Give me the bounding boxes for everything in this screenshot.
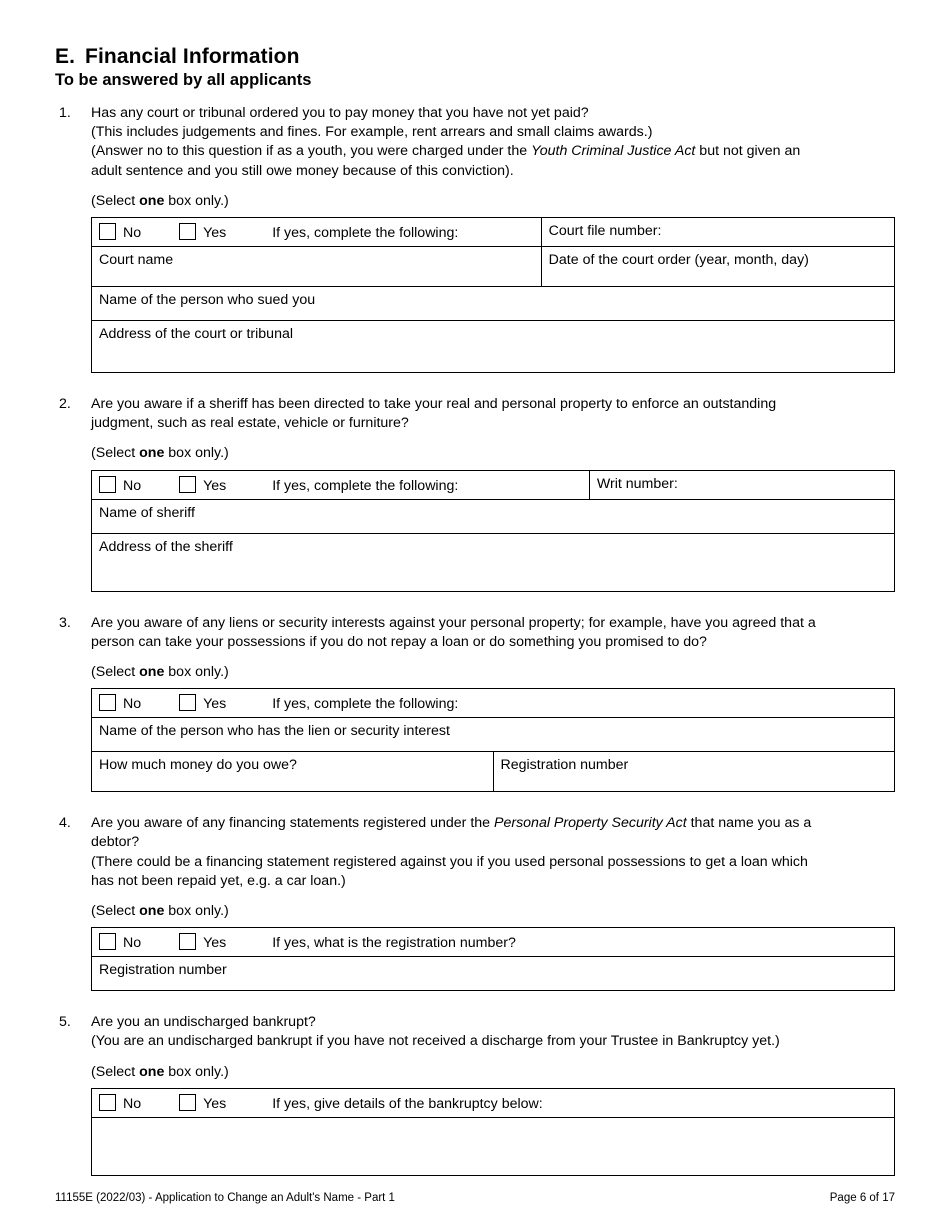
yes-label: Yes [203, 935, 227, 952]
question-1-body [91, 104, 895, 373]
table-row [92, 470, 895, 499]
select-note-bold: one [139, 192, 165, 209]
question-2-line-2: judgment, such as real estate, vehicle or furniture? [91, 415, 409, 432]
question-4-statute-name: Personal Property Security Act [494, 815, 687, 832]
table-row [92, 928, 895, 957]
select-note-post: box only.) [164, 1063, 229, 1080]
question-4-ifyes-text: If yes, what is the registration number? [272, 935, 516, 952]
select-note-pre: (Select [91, 445, 140, 462]
checkbox-icon[interactable] [179, 1094, 196, 1111]
table-row [92, 957, 895, 991]
question-1-line-2: (This includes judgements and fines. For example, rent arrears and small claims awards.) [91, 124, 653, 141]
question-2-table [91, 470, 895, 592]
select-note-post: box only.) [164, 903, 229, 920]
table-row [92, 247, 895, 287]
question-1-line-3 [91, 142, 895, 161]
question-5-details-field[interactable] [92, 1117, 895, 1175]
question-5-select-note [91, 1063, 895, 1082]
question-4-table [91, 927, 895, 991]
select-note-post: box only.) [164, 192, 229, 209]
question-1-court-name-field[interactable] [92, 247, 542, 287]
section-letter: E. [55, 45, 76, 68]
question-1-select-note [91, 192, 895, 211]
no-label: No [123, 225, 142, 242]
question-1-statute-name: Youth Criminal Justice Act [531, 143, 696, 160]
question-3-registration-number-field[interactable] [493, 752, 895, 792]
question-1-answer-cell [92, 218, 542, 247]
question-1-line-1: Has any court or tribunal ordered you to pay money that you have not yet paid? [91, 105, 589, 121]
question-3-no-option[interactable] [99, 696, 141, 712]
question-5 [55, 1013, 895, 1176]
table-row [92, 1117, 895, 1175]
footer-page-number: Page 6 of 17 [829, 1192, 895, 1204]
writ-number-label: Writ number: [596, 475, 678, 492]
select-note-post: box only.) [164, 664, 229, 681]
question-5-body [91, 1013, 895, 1176]
question-4-line-3: (There could be a financing statement registered against you if you used personal possessions to get a loan which [91, 853, 808, 870]
question-4-line-1a: Are you aware of any financing statements registered under the [91, 815, 494, 832]
question-3-line-1: Are you aware of any liens or security interests against your personal property; for example, have you agreed that a [91, 614, 816, 631]
yes-label: Yes [203, 225, 227, 242]
question-3-body [91, 614, 895, 793]
person-who-sued-label: Name of the person who sued you [99, 292, 316, 309]
no-label: No [123, 935, 142, 952]
question-5-number: 5. [59, 1014, 71, 1031]
question-2 [55, 395, 895, 592]
question-4-number: 4. [59, 815, 71, 832]
question-4-line-1b: that name you as a [686, 815, 812, 832]
name-of-sheriff-label: Name of sheriff [99, 504, 195, 521]
question-4-select-note [91, 902, 895, 921]
question-4-registration-number-field[interactable] [92, 957, 895, 991]
question-4-no-option[interactable] [99, 935, 141, 951]
table-row [92, 718, 895, 752]
select-note-bold: one [139, 903, 165, 920]
question-4-line-4: has not been repaid yet, e.g. a car loan.) [91, 872, 346, 889]
question-5-line-1: Are you an undischarged bankrupt? [91, 1014, 316, 1031]
question-2-answer-cell [92, 470, 590, 499]
question-2-yes-option[interactable] [179, 478, 226, 494]
section-title-text: Financial Information [85, 45, 300, 68]
question-4-body [91, 814, 895, 991]
question-2-body [91, 395, 895, 592]
yes-label: Yes [203, 696, 227, 713]
question-1-no-option[interactable] [99, 225, 141, 241]
question-2-sheriff-address-field[interactable] [92, 533, 895, 591]
checkbox-icon[interactable] [179, 933, 196, 950]
checkbox-icon[interactable] [99, 1094, 116, 1111]
table-row [92, 321, 895, 373]
court-name-label: Court name [99, 252, 174, 269]
yes-label: Yes [203, 1095, 227, 1112]
question-3-answer-cell [92, 689, 895, 718]
question-1-date-of-order-field[interactable] [541, 247, 894, 287]
select-note-bold: one [139, 664, 165, 681]
checkbox-icon[interactable] [179, 476, 196, 493]
question-1-line-4: adult sentence and you still owe money because of this conviction). [91, 162, 514, 179]
question-5-answer-cell [92, 1088, 895, 1117]
question-1-ifyes-text: If yes, complete the following: [272, 225, 459, 242]
question-2-ifyes-text: If yes, complete the following: [272, 477, 459, 494]
question-3 [55, 614, 895, 793]
checkbox-icon[interactable] [179, 694, 196, 711]
select-note-pre: (Select [91, 1063, 140, 1080]
table-row [92, 533, 895, 591]
address-of-sheriff-label: Address of the sheriff [99, 538, 233, 555]
question-1 [55, 104, 895, 373]
section-subtitle: To be answered by all applicants [55, 71, 312, 89]
question-5-table [91, 1088, 895, 1176]
select-note-bold: one [139, 445, 165, 462]
select-note-pre: (Select [91, 664, 140, 681]
checkbox-icon[interactable] [99, 933, 116, 950]
question-3-select-note [91, 663, 895, 682]
question-1-line-3a: (Answer no to this question if as a youth, you were charged under the [91, 143, 532, 160]
question-3-amount-owed-field[interactable] [92, 752, 494, 792]
checkbox-icon[interactable] [179, 223, 196, 240]
question-1-table [91, 217, 895, 373]
question-1-person-sued-field[interactable] [92, 287, 895, 321]
table-row [92, 218, 895, 247]
table-row [92, 752, 895, 792]
registration-number-label: Registration number [99, 962, 227, 979]
question-2-number: 2. [59, 396, 71, 413]
question-1-court-address-field[interactable] [92, 321, 895, 373]
court-file-number-label: Court file number: [548, 223, 662, 240]
checkbox-icon[interactable] [99, 694, 116, 711]
footer-form-id: 11155E (2022/03) - Application to Change an Adult's Name - Part 1 [55, 1192, 395, 1204]
question-2-select-note [91, 444, 895, 463]
question-4-line-2: debtor? [91, 834, 140, 851]
date-of-order-label: Date of the court order (year, month, day) [548, 252, 809, 269]
question-1-line-3b: but not given an [695, 143, 801, 160]
question-4-yes-option[interactable] [179, 935, 226, 951]
question-5-line-2: (You are an undischarged bankrupt if you have not received a discharge from your Trustee in Bankruptcy yet.) [91, 1033, 780, 1050]
question-5-ifyes-text: If yes, give details of the bankruptcy below: [272, 1095, 543, 1112]
table-row [92, 499, 895, 533]
question-1-court-file-number-field[interactable] [541, 218, 894, 247]
table-row [92, 689, 895, 718]
how-much-owed-label: How much money do you owe? [99, 757, 297, 774]
no-label: No [123, 1095, 142, 1112]
question-3-lien-holder-field[interactable] [92, 718, 895, 752]
registration-number-label: Registration number [500, 757, 629, 774]
question-2-writ-number-field[interactable] [589, 470, 894, 499]
question-3-number: 3. [59, 614, 71, 631]
address-of-court-label: Address of the court or tribunal [99, 326, 293, 343]
table-row [92, 1088, 895, 1117]
question-2-no-option[interactable] [99, 478, 141, 494]
table-row [92, 287, 895, 321]
question-4 [55, 814, 895, 991]
checkbox-icon[interactable] [99, 476, 116, 493]
question-1-yes-option[interactable] [179, 225, 226, 241]
no-label: No [123, 696, 142, 713]
lien-holder-label: Name of the person who has the lien or security interest [99, 723, 450, 740]
question-5-no-option[interactable] [99, 1096, 141, 1112]
no-label: No [123, 477, 142, 494]
checkbox-icon[interactable] [99, 223, 116, 240]
yes-label: Yes [203, 477, 227, 494]
question-1-number: 1. [59, 105, 71, 121]
select-note-pre: (Select [91, 192, 140, 209]
page-footer [55, 1192, 895, 1204]
question-2-line-1: Are you aware if a sheriff has been directed to take your real and personal property to enforce an outstanding [91, 396, 777, 413]
page-title [55, 45, 895, 69]
select-note-post: box only.) [164, 445, 229, 462]
question-2-sheriff-name-field[interactable] [92, 499, 895, 533]
question-3-table [91, 688, 895, 792]
question-3-ifyes-text: If yes, complete the following: [272, 696, 459, 713]
question-5-yes-option[interactable] [179, 1096, 226, 1112]
question-4-line-1 [91, 814, 895, 833]
question-3-line-2: person can take your possessions if you do not repay a loan or do something you promised to do? [91, 633, 707, 650]
question-3-yes-option[interactable] [179, 696, 226, 712]
select-note-pre: (Select [91, 903, 140, 920]
question-4-answer-cell [92, 928, 895, 957]
select-note-bold: one [139, 1063, 165, 1080]
